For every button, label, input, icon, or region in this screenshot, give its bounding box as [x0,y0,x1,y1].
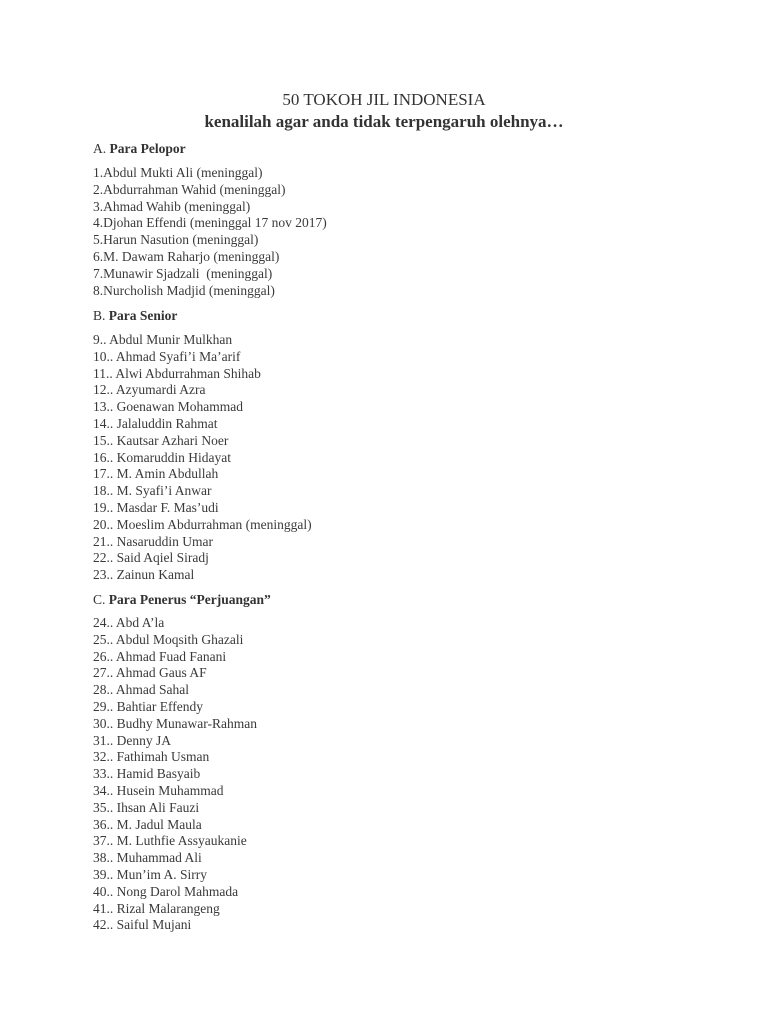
list-item: 17.. M. Amin Abdullah [93,466,219,482]
list-item: 26.. Ahmad Fuad Fanani [93,648,227,664]
section-list-senior [93,332,312,584]
list-item: 33.. Hamid Basyaib [93,766,201,782]
list-item: 40.. Nong Darol Mahmada [93,883,239,899]
list-item: 23.. Zainun Kamal [93,567,195,583]
section-name: Para Senior [108,308,178,323]
list-item: 19.. Masdar F. Mas’udi [93,499,219,515]
document-subtitle: kenalilah agar anda tidak terpengaruh olehnya… [204,112,564,131]
section-letter: B. [93,308,106,323]
list-item: 21.. Nasaruddin Umar [93,533,213,549]
list-item: 12.. Azyumardi Azra [93,382,206,398]
list-item: 8.Nurcholish Madjid (meninggal) [93,282,275,298]
list-item: 15.. Kautsar Azhari Noer [93,432,229,448]
list-item: 7.Munawir Sjadzali (meninggal) [93,265,273,281]
list-item: 30.. Budhy Munawar-Rahman [93,715,257,731]
list-item: 13.. Goenawan Mohammad [93,399,243,415]
section-heading-penerus [93,591,271,608]
list-item: 9.. Abdul Munir Mulkhan [93,332,233,347]
list-item: 18.. M. Syafi’i Anwar [93,483,212,499]
section-heading-pelopor [93,140,186,157]
section-list-pelopor [93,165,327,299]
document-title: 50 TOKOH JIL INDONESIA [282,90,486,109]
section-letter: A. [93,141,107,156]
section-heading-senior [93,307,177,324]
list-item: 6.M. Dawam Raharjo (meninggal) [93,248,280,264]
list-item: 5.Harun Nasution (meninggal) [93,232,259,248]
list-item: 29.. Bahtiar Effendy [93,698,203,714]
list-item: 2.Abdurrahman Wahid (meninggal) [93,181,286,197]
list-item: 28.. Ahmad Sahal [93,682,189,698]
list-item: 10.. Ahmad Syafi’i Ma’arif [93,348,241,364]
section-name: Para Pelopor [109,141,186,156]
list-item: 4.Djohan Effendi (meninggal 17 nov 2017) [93,215,327,231]
section-name: Para Penerus “Perjuangan” [108,592,271,607]
list-item: 41.. Rizal Malarangeng [93,900,220,916]
list-item: 22.. Said Aqiel Siradj [93,550,209,566]
list-item: 32.. Fathimah Usman [93,749,210,765]
section-list-penerus [93,615,257,934]
list-item: 36.. M. Jadul Maula [93,816,202,832]
list-item: 27.. Ahmad Gaus AF [93,665,207,681]
section-letter: C. [93,592,106,607]
list-item: 38.. Muhammad Ali [93,850,202,866]
list-item: 39.. Mun’im A. Sirry [93,866,208,882]
list-item: 37.. M. Luthfie Assyaukanie [93,833,247,849]
list-item: 1.Abdul Mukti Ali (meninggal) [93,165,263,180]
list-item: 31.. Denny JA [93,732,171,748]
list-item: 24.. Abd A’la [93,615,165,630]
list-item: 11.. Alwi Abdurrahman Shihab [93,365,261,381]
list-item: 3.Ahmad Wahib (meninggal) [93,198,251,214]
list-item: 16.. Komaruddin Hidayat [93,449,231,465]
list-item: 42.. Saiful Mujani [93,917,192,933]
list-item: 34.. Husein Muhammad [93,782,224,798]
list-item: 14.. Jalaluddin Rahmat [93,415,218,431]
list-item: 35.. Ihsan Ali Fauzi [93,799,200,815]
list-item: 25.. Abdul Moqsith Ghazali [93,631,244,647]
list-item: 20.. Moeslim Abdurrahman (meninggal) [93,516,312,532]
